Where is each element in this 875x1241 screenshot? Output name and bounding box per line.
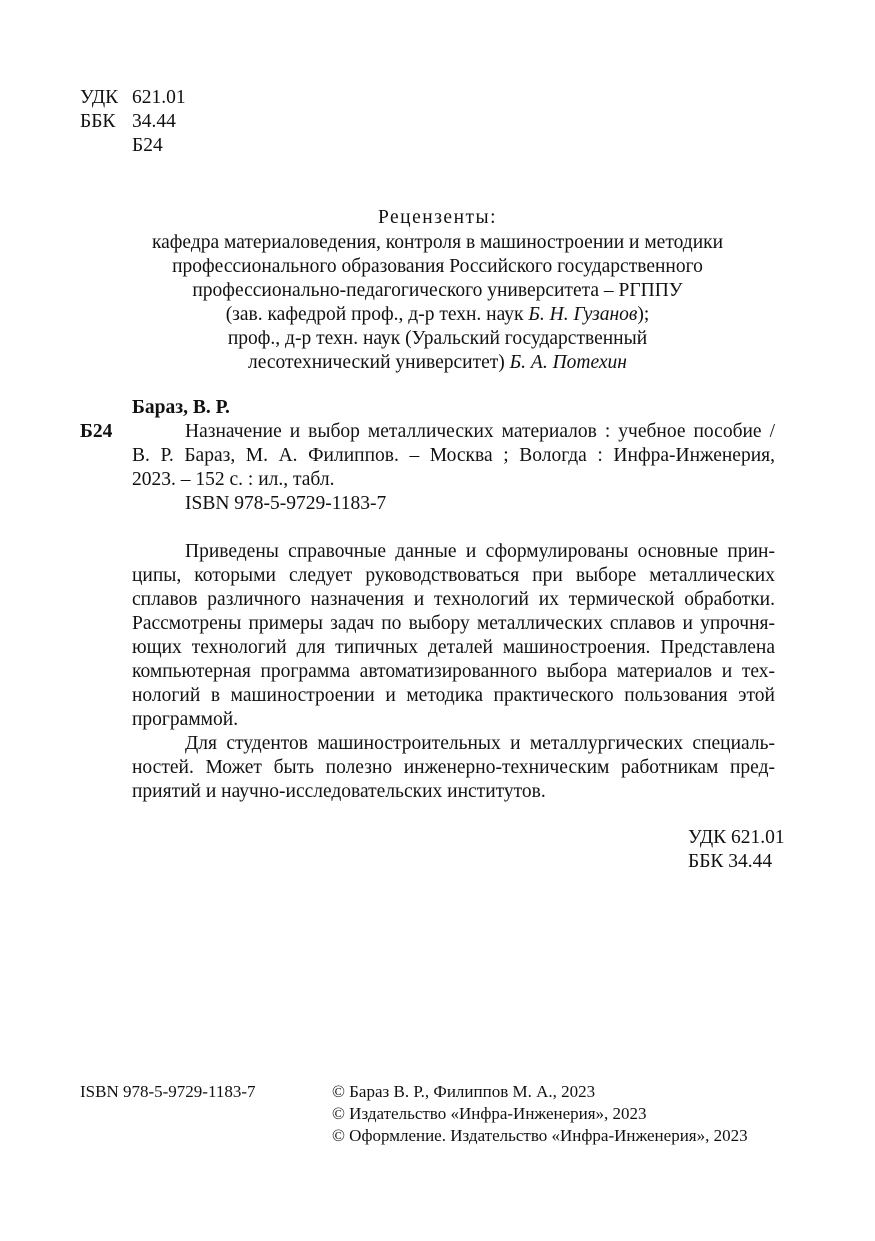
abstract-line: приятий и научно-исследовательских институтов. xyxy=(132,781,546,802)
bib-sign: Б24 xyxy=(80,421,113,442)
reviewers-line: кафедра материаловедения, контроля в машиностроении и методики xyxy=(151,232,724,253)
footer-isbn: ISBN 978-5-9729-1183-7 xyxy=(80,1082,256,1101)
udk-code: УДК 621.01 xyxy=(688,827,785,848)
udk-value: 621.01 xyxy=(132,87,186,108)
abstract-line: программой. xyxy=(132,709,239,730)
reviewers-block xyxy=(0,206,875,375)
abstract-line: Приведены справочные данные и сформулированы основные прин- xyxy=(185,541,775,562)
bib-line: 2023. – 152 с. : ил., табл. xyxy=(132,469,335,490)
bib-isbn: ISBN 978-5-9729-1183-7 xyxy=(185,493,387,514)
bib-author-heading: Бараз, В. Р. xyxy=(132,397,230,418)
abstract-line: компьютерная программа автоматизированного выбора материалов и тех- xyxy=(132,661,775,682)
reviewers-line: профессионально-педагогического университета – РГППУ xyxy=(192,280,683,301)
reviewers-prof-line2 xyxy=(0,351,875,375)
abstract-line: ностей. Может быть полезно инженерно-техническим работникам пред- xyxy=(132,757,775,778)
reviewers-prof-line: проф., д-р техн. наук (Уральский государственный xyxy=(227,328,648,349)
udk-label: УДК xyxy=(80,87,119,108)
reviewers-head-line xyxy=(0,303,875,327)
author-sign: Б24 xyxy=(132,135,163,156)
abstract-line: ципы, которыми следует руководствоваться при выборе металлических xyxy=(132,565,775,586)
abstract-line: Рассмотрены примеры задач по выбору металлических сплавов и упрочня- xyxy=(132,613,775,634)
copyright-line: © Оформление. Издательство «Инфра-Инженерия», 2023 xyxy=(332,1126,748,1145)
bib-line: Назначение и выбор металлических материалов : учебное пособие / xyxy=(185,421,775,442)
bbk-code: ББК 34.44 xyxy=(688,851,773,872)
reviewers-prof-prefix: лесотехнический университет) xyxy=(248,352,510,373)
abstract-para-2 xyxy=(132,732,775,804)
abstract-line: Для студентов машиностроительных и металлургических специаль- xyxy=(185,733,775,754)
copyright-line: © Бараз В. Р., Филиппов М. А., 2023 xyxy=(332,1082,596,1101)
reviewers-head-suffix: ); xyxy=(637,304,650,325)
bib-description xyxy=(132,420,775,516)
abstract-line: сплавов различного назначения и технологий их термической обработки. xyxy=(132,589,775,610)
reviewers-heading: Рецензенты: xyxy=(377,207,498,228)
copyright-line: © Издательство «Инфра-Инженерия», 2023 xyxy=(332,1104,647,1123)
abstract-para-1 xyxy=(132,540,775,732)
bbk-value: 34.44 xyxy=(132,111,176,132)
reviewers-prof-name: Б. А. Потехин xyxy=(509,352,627,373)
abstract-line: ющих технологий для типичных деталей машиностроения. Представлена xyxy=(132,637,775,658)
bib-line: В. Р. Бараз, М. А. Филиппов. – Москва ; Вологда : Инфра-Инженерия, xyxy=(132,445,775,466)
reviewers-head-prefix: (зав. кафедрой проф., д-р техн. наук xyxy=(225,304,529,325)
bbk-label: ББК xyxy=(80,111,116,132)
reviewers-line: профессионального образования Российского государственного xyxy=(172,256,703,277)
abstract-line: нологий в машиностроении и методика практического пользования этой xyxy=(132,685,775,706)
reviewers-head-name: Б. Н. Гузанов xyxy=(528,304,638,325)
